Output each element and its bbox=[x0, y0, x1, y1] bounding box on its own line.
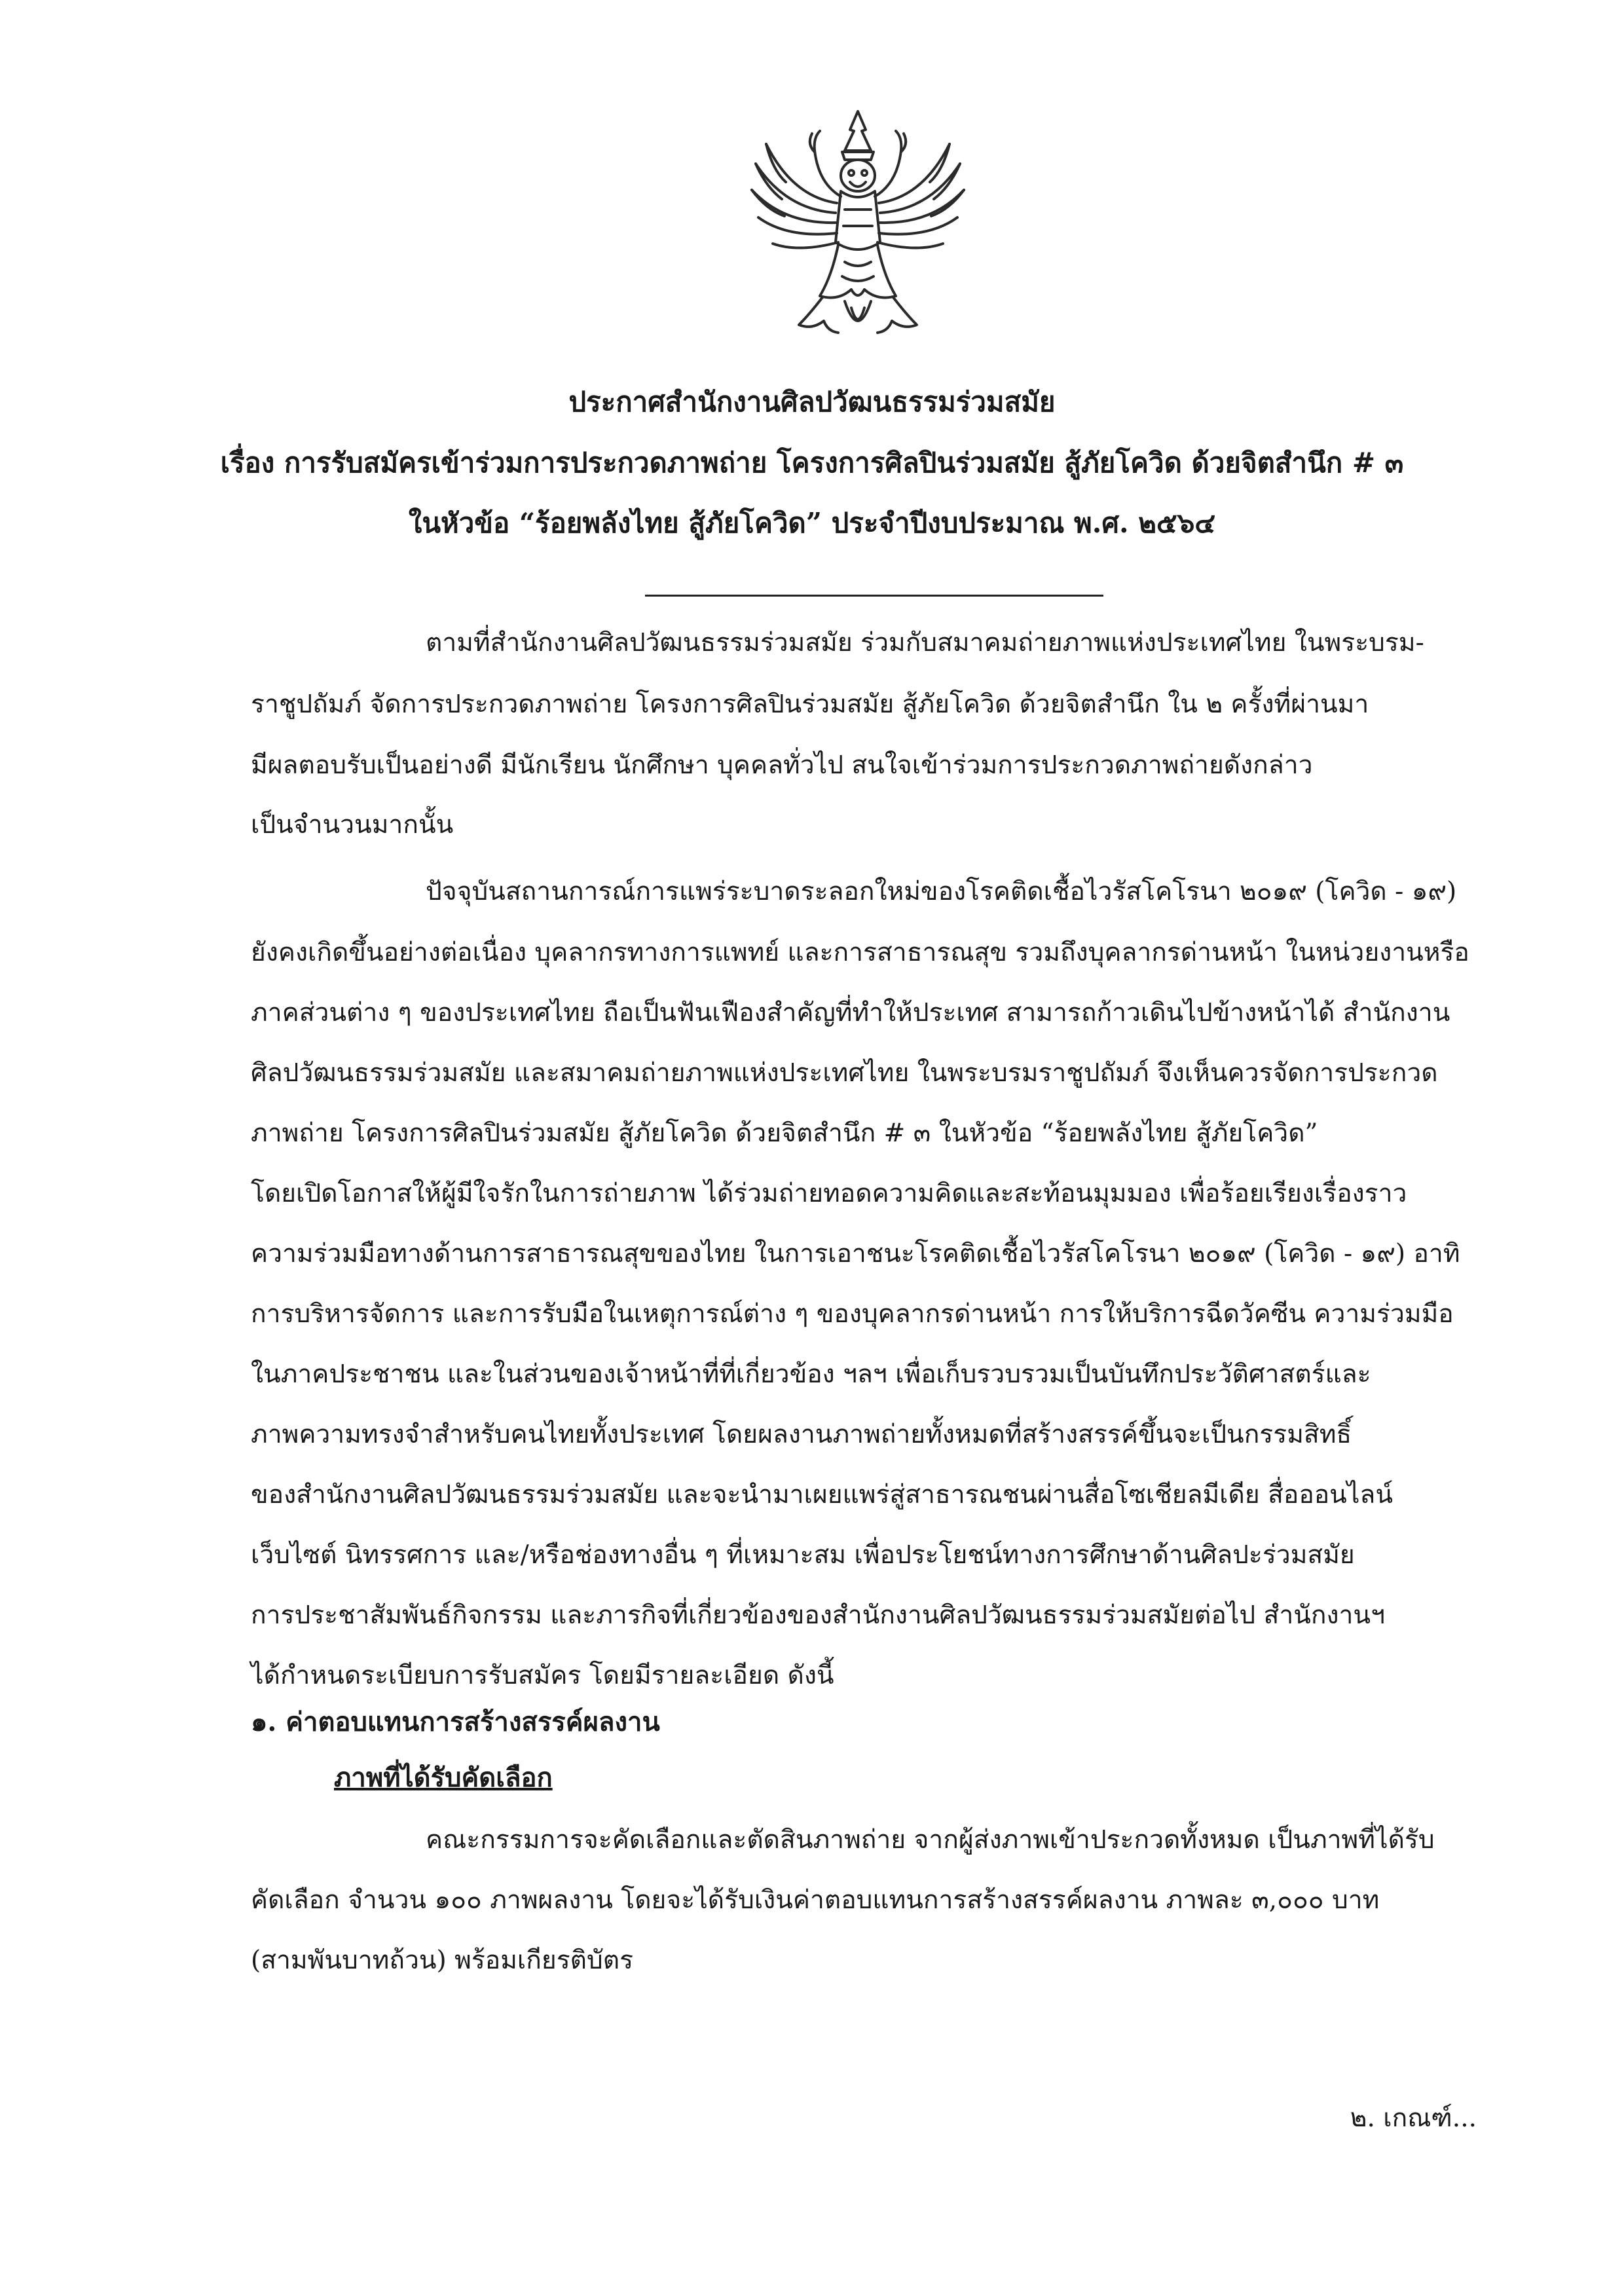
paragraph2-line: โดยเปิดโอกาสให้ผู้มีใจรักในการถ่ายภาพ ได้ร่วมถ่ายทอดความคิดและสะท้อนมุมมอง เพื่อร้อยเรียงเรื่องราว bbox=[251, 1179, 1407, 1208]
paragraph2-line: ภาพความทรงจำสำหรับคนไทยทั้งประเทศ โดยผลงานภาพถ่ายทั้งหมดที่สร้างสรรค์ขึ้นจะเป็นกรรมสิทธิ์ bbox=[251, 1420, 1352, 1449]
section1-line: คณะกรรมการจะคัดเลือกและตัดสินภาพถ่าย จากผู้ส่งภาพเข้าประกวดทั้งหมด เป็นภาพที่ได้รับ bbox=[426, 1825, 1435, 1855]
paragraph2-line: ของสำนักงานศิลปวัฒนธรรมร่วมสมัย และจะนำมาเผยแพร่สู่สาธารณชนผ่านสื่อโซเชียลมีเดีย สื่อออนไลน์ bbox=[251, 1480, 1393, 1509]
paragraph2-line: เว็บไซต์ นิทรรศการ และ/หรือช่องทางอื่น ๆ ที่เหมาะสม เพื่อประโยชน์ทางการศึกษาด้านศิลปะร่วมสมัย bbox=[251, 1540, 1355, 1570]
paragraph2-line: ในภาคประชาชน และในส่วนของเจ้าหน้าที่ที่เกี่ยวข้อง ฯลฯ เพื่อเก็บรวบรวมเป็นบันทึกประวัติศาสตร์และ bbox=[251, 1360, 1371, 1389]
paragraph1-line: มีผลตอบรับเป็นอย่างดี มีนักเรียน นักศึกษา บุคคลทั่วไป สนใจเข้าร่วมการประกวดภาพถ่ายดังกล่าว bbox=[251, 750, 1313, 780]
paragraph1-line: เป็นจำนวนมากนั้น bbox=[251, 810, 454, 840]
paragraph2-line: ภาคส่วนต่าง ๆ ของประเทศไทย ถือเป็นฟันเฟืองสำคัญที่ทำให้ประเทศ สามารถก้าวเดินไปข้างหน้าได้ สำนักงาน bbox=[251, 998, 1450, 1028]
next-page-indicator: ๒. เกณฑ์... bbox=[1350, 2103, 1477, 2133]
paragraph1-line: ตามที่สำนักงานศิลปวัฒนธรรมร่วมสมัย ร่วมกับสมาคมถ่ายภาพแห่งประเทศไทย ในพระบรม- bbox=[426, 628, 1424, 657]
announcement-subject: เรื่อง การรับสมัครเข้าร่วมการประกวดภาพถ่าย โครงการศิลปินร่วมสมัย สู้ภัยโควิด ด้วยจิตสำนึก # ๓ bbox=[220, 447, 1404, 479]
paragraph1-line: ราชูปถัมภ์ จัดการประกวดภาพถ่าย โครงการศิลปินร่วมสมัย สู้ภัยโควิด ด้วยจิตสำนึก ใน ๒ ครั้งที่ผ่านมา bbox=[251, 690, 1369, 719]
paragraph2-line: ความร่วมมือทางด้านการสาธารณสุขของไทย ในการเอาชนะโรคติดเชื้อไวรัสโคโรนา ๒๐๑๙ (โควิด - ๑๙) อาทิ bbox=[251, 1239, 1460, 1268]
paragraph2-line: ปัจจุบันสถานการณ์การแพร่ระบาดระลอกใหม่ของโรคติดเชื้อไวรัสโคโรนา ๒๐๑๙ (โควิด - ๑๙) bbox=[426, 877, 1457, 906]
announcement-title: ประกาศสำนักงานศิลปวัฒนธรรมร่วมสมัย bbox=[568, 386, 1056, 418]
announcement-topic: ในหัวข้อ “ร้อยพลังไทย สู้ภัยโควิด” ประจำปีงบประมาณ พ.ศ. ๒๕๖๔ bbox=[408, 507, 1216, 539]
paragraph2-line: การประชาสัมพันธ์กิจกรรม และภารกิจที่เกี่ยวข้องของสำนักงานศิลปวัฒนธรรมร่วมสมัยต่อไป สำนักงานฯ bbox=[251, 1601, 1385, 1630]
divider-line bbox=[645, 595, 1103, 597]
paragraph2-line: ได้กำหนดระเบียบการรับสมัคร โดยมีรายละเอียด ดังนี้ bbox=[251, 1661, 834, 1690]
section1-heading: ๑. ค่าตอบแทนการสร้างสรรค์ผลงาน bbox=[251, 1707, 660, 1737]
section1-subheading: ภาพที่ได้รับคัดเลือก bbox=[334, 1762, 553, 1793]
garuda-emblem-icon bbox=[747, 105, 969, 347]
section1-line: คัดเลือก จำนวน ๑๐๐ ภาพผลงาน โดยจะได้รับเงินค่าตอบแทนการสร้างสรรค์ผลงาน ภาพละ ๓,๐๐๐ บาท bbox=[251, 1885, 1380, 1915]
section1-line: (สามพันบาทถ้วน) พร้อมเกียรติบัตร bbox=[251, 1946, 634, 1975]
paragraph2-line: ศิลปวัฒนธรรมร่วมสมัย และสมาคมถ่ายภาพแห่งประเทศไทย ในพระบรมราชูปถัมภ์ จึงเห็นควรจัดการประกวด bbox=[251, 1058, 1438, 1088]
paragraph2-line: การบริหารจัดการ และการรับมือในเหตุการณ์ต่าง ๆ ของบุคลากรด่านหน้า การให้บริการฉีดวัคซีน ความร่วมมือ bbox=[251, 1299, 1454, 1329]
paragraph2-line: ภาพถ่าย โครงการศิลปินร่วมสมัย สู้ภัยโควิด ด้วยจิตสำนึก # ๓ ในหัวข้อ “ร้อยพลังไทย สู้ภัยโควิด” bbox=[251, 1119, 1318, 1148]
paragraph2-line: ยังคงเกิดขึ้นอย่างต่อเนื่อง บุคลากรทางการแพทย์ และการสาธารณสุข รวมถึงบุคลากรด่านหน้า ในหน่วยงานหรือ bbox=[251, 938, 1469, 967]
